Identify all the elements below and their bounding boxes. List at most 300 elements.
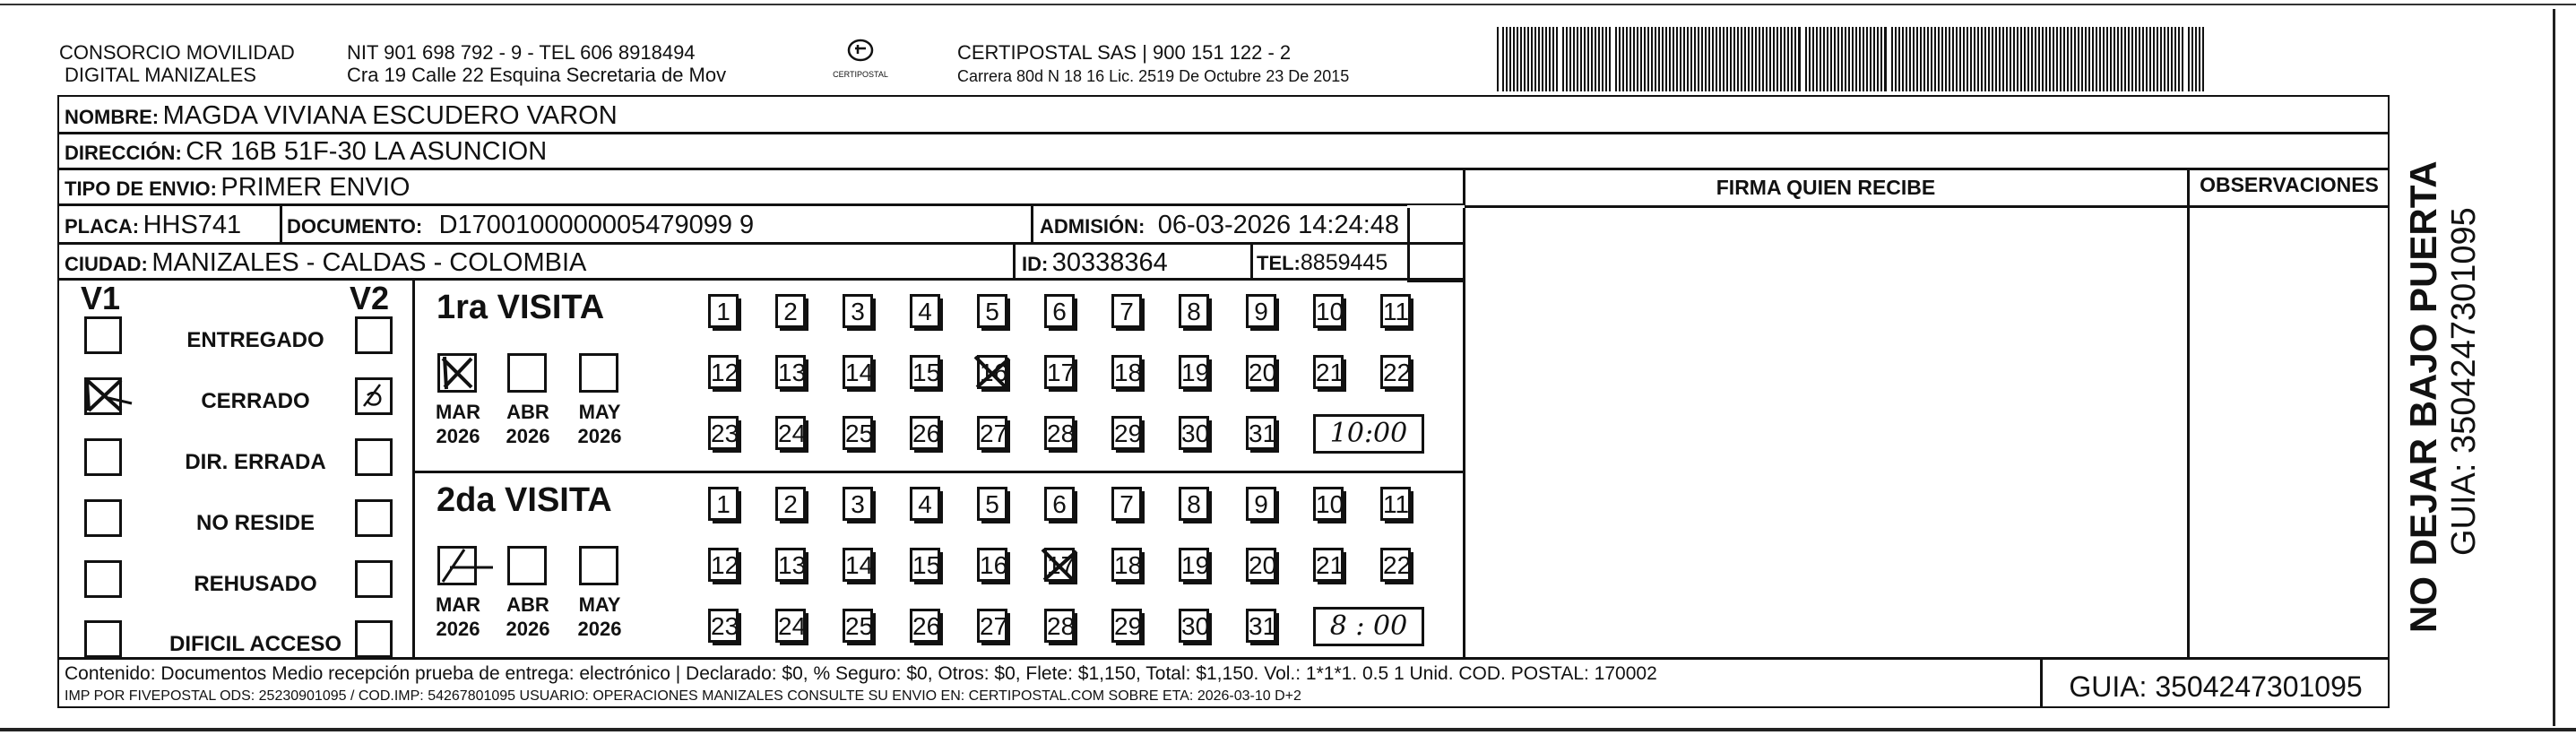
row-divider [57,242,1465,245]
day-box[interactable]: 6 [1044,487,1075,521]
barcode-bar [1712,27,1714,91]
day-box[interactable]: 25 [843,609,873,643]
barcode-bar [1566,27,1568,91]
barcode-bar [2085,27,2087,91]
day-box[interactable]: 18 [1111,548,1142,582]
barcode-bar [1741,27,1742,91]
barcode-bar [1959,27,1961,91]
day-box[interactable]: 1 [708,294,739,328]
barcode-bar [1497,27,1499,91]
day-box[interactable]: 6 [1044,294,1075,328]
barcode-bar [2188,27,2190,91]
day-box[interactable]: 10 [1313,294,1344,328]
barcode-bar [1595,27,1596,91]
barcode-bar [2106,27,2108,91]
tel-label: TEL: [1257,252,1301,274]
v2-checkbox[interactable] [355,499,393,537]
barcode-bar [1820,27,1821,91]
day-box[interactable]: 21 [1313,548,1344,582]
month-year: 2026 [506,425,550,447]
day-box[interactable]: 23 [708,609,739,643]
barcode-bar [2174,27,2176,91]
barcode-bar [1716,27,1717,91]
day-box[interactable]: 19 [1179,548,1209,582]
visit-title: 1ra VISITA [437,289,605,326]
check-mark-icon [437,546,500,585]
col-divider [1463,168,1465,659]
ciudad-row [65,248,586,278]
barcode-bar [2117,27,2119,91]
barcode-bar [1830,27,1832,91]
v1-checkbox[interactable] [84,560,122,598]
day-box[interactable]: 16 [977,355,1007,389]
visit-title: 2da VISITA [437,481,612,519]
barcode-bar [1827,27,1828,91]
v1-checkbox[interactable] [84,316,122,354]
day-box[interactable]: 8 [1179,294,1209,328]
barcode-bar [2042,27,2044,91]
day-box[interactable]: 22 [1380,355,1411,389]
v1-checkbox[interactable] [84,438,122,476]
barcode-bar [2121,27,2122,91]
barcode-bar [2124,27,2126,91]
col-divider [412,280,415,658]
barcode-bar [1723,27,1725,91]
barcode-bar [1909,27,1911,91]
barcode-bar [2103,27,2105,91]
month-checkbox[interactable] [507,546,547,585]
barcode-bar [1995,27,1997,91]
barcode-bar [1855,27,1857,91]
v1-checkbox[interactable] [84,377,122,415]
barcode-bar [1963,27,1965,91]
scan-edge [2553,9,2555,726]
barcode-bar [1647,27,1649,91]
barcode-bar [2135,27,2137,91]
barcode-bar [1669,27,1671,91]
month-name: MAR [435,401,481,423]
col-divider [1250,244,1253,280]
day-box[interactable]: 17 [1044,548,1075,582]
day-box[interactable]: 13 [775,548,806,582]
barcode-bar [1651,27,1653,91]
barcode-bar [1655,27,1656,91]
barcode-bar [2178,27,2180,91]
barcode-bar [1580,27,1582,91]
barcode-bar [2171,27,2173,91]
v2-checkbox[interactable] [355,438,393,476]
company-name-line1: CONSORCIO MOVILIDAD [59,41,295,64]
day-box[interactable]: 26 [910,416,940,450]
barcode-bar [2017,27,2018,91]
barcode-bar [1733,27,1735,91]
barcode-bar [1629,27,1631,91]
barcode-bar [2153,27,2155,91]
day-box[interactable]: 1 [708,487,739,521]
day-box[interactable]: 5 [977,294,1007,328]
barcode-bar [1605,27,1607,91]
v1-checkbox[interactable] [84,620,122,658]
barcode-bar [1587,27,1589,91]
day-box[interactable]: 10 [1313,487,1344,521]
day-box[interactable]: 22 [1380,548,1411,582]
barcode-bar [1916,27,1918,91]
certipostal-logo [833,36,888,90]
day-box[interactable]: 12 [708,355,739,389]
barcode-bar [1891,27,1893,91]
month-label [568,400,631,448]
status-label: DIR. ERRADA [185,450,326,474]
barcode-bar [1755,27,1757,91]
barcode-bar [1859,27,1861,91]
status-label: REHUSADO [194,572,317,596]
direccion-label: DIRECCIÓN: [65,142,182,164]
barcode-bar [1992,27,1993,91]
barcode-bar [1719,27,1721,91]
barcode-bar [1748,27,1750,91]
barcode-bar [1870,27,1871,91]
barcode-bar [1794,27,1796,91]
time-field[interactable]: 8 : 00 [1313,607,1424,646]
day-box[interactable]: 31 [1246,416,1276,450]
barcode-bar [1769,27,1771,91]
barcode-bar [1665,27,1667,91]
day-box[interactable]: 13 [775,355,806,389]
row-divider [57,278,1465,281]
barcode-bar [1927,27,1929,91]
day-box[interactable]: 11 [1380,487,1411,521]
id-label: ID: [1022,253,1049,275]
barcode-bar [1542,27,1543,91]
barcode-bar [1873,27,1875,91]
barcode-bar [1520,27,1522,91]
ciudad-label: CIUDAD: [65,253,148,275]
admision-label: ADMISIÓN: [1040,215,1145,238]
barcode-bar [1513,27,1515,91]
month-checkbox[interactable] [579,353,618,393]
barcode-bar [2038,27,2040,91]
day-box[interactable]: 31 [1246,609,1276,643]
barcode-bar [1984,27,1986,91]
no-dejar-text: NO DEJAR BAJO PUERTA [2402,160,2444,633]
barcode-bar [1644,27,1646,91]
day-box[interactable]: 27 [977,416,1007,450]
day-box[interactable]: 7 [1111,487,1142,521]
barcode-bar [1791,27,1793,91]
day-box[interactable]: 25 [843,416,873,450]
barcode-bar [2092,27,2094,91]
row-divider [57,168,2390,170]
day-mark-icon [1039,544,1084,592]
barcode-bar [1509,27,1511,91]
tel-value: 8859445 [1300,250,1388,275]
day-box[interactable]: 3 [843,487,873,521]
v2-checkbox[interactable] [355,377,393,415]
documento-row [287,211,754,240]
day-box[interactable]: 28 [1044,416,1075,450]
day-box[interactable]: 14 [843,548,873,582]
barcode-bar [1524,27,1526,91]
barcode-bar [1880,27,1882,91]
barcode-bar [1945,27,1947,91]
barcode-bar [2010,27,2011,91]
barcode-bar [1687,27,1689,91]
col-divider [280,205,282,243]
barcode-bar [1816,27,1818,91]
nombre-value: MAGDA VIVIANA ESCUDERO VARON [162,101,618,130]
day-box[interactable]: 4 [910,294,940,328]
day-box[interactable]: 29 [1111,416,1142,450]
barcode-bar [1598,27,1600,91]
month-label [427,400,489,448]
barcode-bar [1931,27,1932,91]
month-name: MAR [435,593,481,616]
direccion-value: CR 16B 51F-30 LA ASUNCION [186,137,548,166]
month-checkbox[interactable] [437,353,477,393]
barcode-bar [2164,27,2165,91]
barcode-bar [2020,27,2022,91]
day-box[interactable]: 20 [1246,355,1276,389]
barcode-bar [1502,27,1504,91]
barcode-bar [1895,27,1897,91]
month-name: MAY [578,401,621,423]
barcode-bar [1662,27,1664,91]
barcode-bar [2035,27,2036,91]
day-box[interactable]: 29 [1111,609,1142,643]
ciudad-value: MANIZALES - CALDAS - COLOMBIA [151,248,587,277]
barcode-bar [1562,27,1564,91]
barcode-bar [1852,27,1854,91]
day-box[interactable]: 24 [775,416,806,450]
barcode-bar [2002,27,2004,91]
direccion-row [65,137,547,167]
day-box[interactable]: 20 [1246,548,1276,582]
barcode-bar [2067,27,2069,91]
barcode-bar [1877,27,1879,91]
day-box[interactable]: 12 [708,548,739,582]
barcode-bar [1517,27,1518,91]
barcode-bar [2128,27,2130,91]
day-box[interactable]: 11 [1380,294,1411,328]
barcode-bar [1920,27,1922,91]
day-box[interactable]: 9 [1246,294,1276,328]
v1-checkbox[interactable] [84,499,122,537]
row-divider [57,203,1465,206]
barcode-bar [1863,27,1864,91]
check-mark-icon [82,375,135,418]
day-box[interactable]: 2 [775,487,806,521]
col-divider [1013,244,1016,280]
barcode-bar [1584,27,1586,91]
barcode-bar [2199,27,2200,91]
barcode-bar [1619,27,1621,91]
documento-label: DOCUMENTO: [287,215,423,238]
barcode-bar [2027,27,2029,91]
day-box[interactable]: 16 [977,548,1007,582]
barcode-bar [1730,27,1732,91]
certipostal-logo-icon [838,36,883,90]
tipo-envio-row [65,173,410,203]
logo-text: CERTIPOSTAL [833,70,888,79]
barcode [1497,27,2214,91]
v2-checkbox[interactable] [355,316,393,354]
barcode-bar [1848,27,1850,91]
row-divider [412,471,1465,473]
barcode-bar [2114,27,2115,91]
status-label: NO RESIDE [195,511,316,535]
month-checkbox[interactable] [507,353,547,393]
barcode-bar [2096,27,2097,91]
id-value: 30338364 [1051,248,1168,277]
day-box[interactable]: 21 [1313,355,1344,389]
company-name-line2: DIGITAL MANIZALES [65,64,256,86]
month-year: 2026 [436,618,480,640]
day-box[interactable]: 24 [775,609,806,643]
barcode-bar [1527,27,1529,91]
month-checkbox[interactable] [437,546,477,585]
barcode-bar [2202,27,2204,91]
barcode-bar [1737,27,1739,91]
day-box[interactable]: 27 [977,609,1007,643]
barcode-bar [1884,27,1887,91]
day-box[interactable]: 5 [977,487,1007,521]
barcode-bar [2053,27,2054,91]
month-year: 2026 [506,618,550,640]
barcode-bar [2049,27,2051,91]
v2-checkbox[interactable] [355,620,393,658]
day-box[interactable]: 30 [1179,416,1209,450]
barcode-bar [1977,27,1979,91]
tipo-envio-label: TIPO DE ENVIO: [65,177,217,200]
barcode-bar [2081,27,2083,91]
barcode-bar [1773,27,1775,91]
barcode-bar [1913,27,1915,91]
month-year: 2026 [577,618,622,640]
barcode-bar [1534,27,1536,91]
barcode-bar [1967,27,1968,91]
check-mark-icon [437,353,477,393]
barcode-bar [2110,27,2112,91]
barcode-bar [1676,27,1678,91]
barcode-bar [2063,27,2065,91]
day-box[interactable]: 19 [1179,355,1209,389]
day-box[interactable]: 15 [910,548,940,582]
month-label [497,593,559,641]
row-divider [57,132,2390,134]
barcode-bar [2146,27,2148,91]
barcode-bar [1637,27,1638,91]
barcode-bar [2139,27,2140,91]
day-box[interactable]: 17 [1044,355,1075,389]
barcode-bar [2031,27,2033,91]
barcode-bar [1902,27,1904,91]
v1-label: V1 [81,280,121,316]
barcode-bar [2078,27,2079,91]
day-mark-icon [972,351,1016,399]
barcode-bar [1812,27,1814,91]
day-box[interactable]: 28 [1044,609,1075,643]
barcode-bar [1798,27,1801,91]
tipo-envio-value: PRIMER ENVIO [220,173,411,202]
day-box[interactable]: 2 [775,294,806,328]
col-divider [2187,168,2190,659]
day-box[interactable]: 9 [1246,487,1276,521]
placa-label: PLACA: [65,215,140,238]
status-label: CERRADO [201,389,310,413]
col-divider [1407,244,1410,280]
barcode-bar [1759,27,1760,91]
day-box[interactable]: 18 [1111,355,1142,389]
barcode-bar [1538,27,1540,91]
barcode-bar [1923,27,1925,91]
barcode-bar [1690,27,1692,91]
barcode-bar [1591,27,1593,91]
barcode-bar [2160,27,2162,91]
barcode-bar [1809,27,1811,91]
day-box[interactable]: 3 [843,294,873,328]
scan-edge [0,728,2576,731]
barcode-bar [1834,27,1836,91]
barcode-bar [1938,27,1940,91]
barcode-bar [1787,27,1789,91]
barcode-bar [1837,27,1839,91]
v2-checkbox[interactable] [355,560,393,598]
barcode-bar [1866,27,1868,91]
day-box[interactable]: 7 [1111,294,1142,328]
barcode-bar [1906,27,1907,91]
observaciones-header: OBSERVACIONES [2200,173,2379,196]
barcode-bar [2060,27,2062,91]
month-label [497,400,559,448]
status-label: DIFICIL ACCESO [169,632,341,656]
day-box[interactable]: 4 [910,487,940,521]
v2-label: V2 [350,280,390,316]
admision-row [1040,211,1399,240]
barcode-bar [2070,27,2072,91]
barcode-bar [2131,27,2133,91]
barcode-bar [1609,27,1611,91]
barcode-bar [1784,27,1785,91]
month-year: 2026 [577,425,622,447]
placa-row [65,211,241,240]
address-line: Cra 19 Calle 22 Esquina Secretaria de Mov [347,64,727,86]
barcode-bar [1705,27,1707,91]
day-box[interactable]: 14 [843,355,873,389]
day-box[interactable]: 30 [1179,609,1209,643]
col-divider [1407,205,1410,243]
day-box[interactable]: 26 [910,609,940,643]
barcode-bar [1673,27,1674,91]
spacer [1407,205,1465,208]
barcode-bar [2195,27,2197,91]
barcode-bar [1569,27,1571,91]
month-checkbox[interactable] [579,546,618,585]
barcode-bar [2024,27,2026,91]
barcode-bar [2167,27,2169,91]
barcode-bar [2045,27,2047,91]
month-name: MAY [578,593,621,616]
barcode-bar [1970,27,1972,91]
barcode-bar [1552,27,1554,91]
day-box[interactable]: 8 [1179,487,1209,521]
placa-value: HHS741 [143,211,242,239]
day-box[interactable]: 15 [910,355,940,389]
barcode-bar [1694,27,1696,91]
barcode-bar [1708,27,1710,91]
barcode-bar [2013,27,2015,91]
day-box[interactable]: 23 [708,416,739,450]
time-field[interactable]: 10:00 [1313,414,1424,454]
